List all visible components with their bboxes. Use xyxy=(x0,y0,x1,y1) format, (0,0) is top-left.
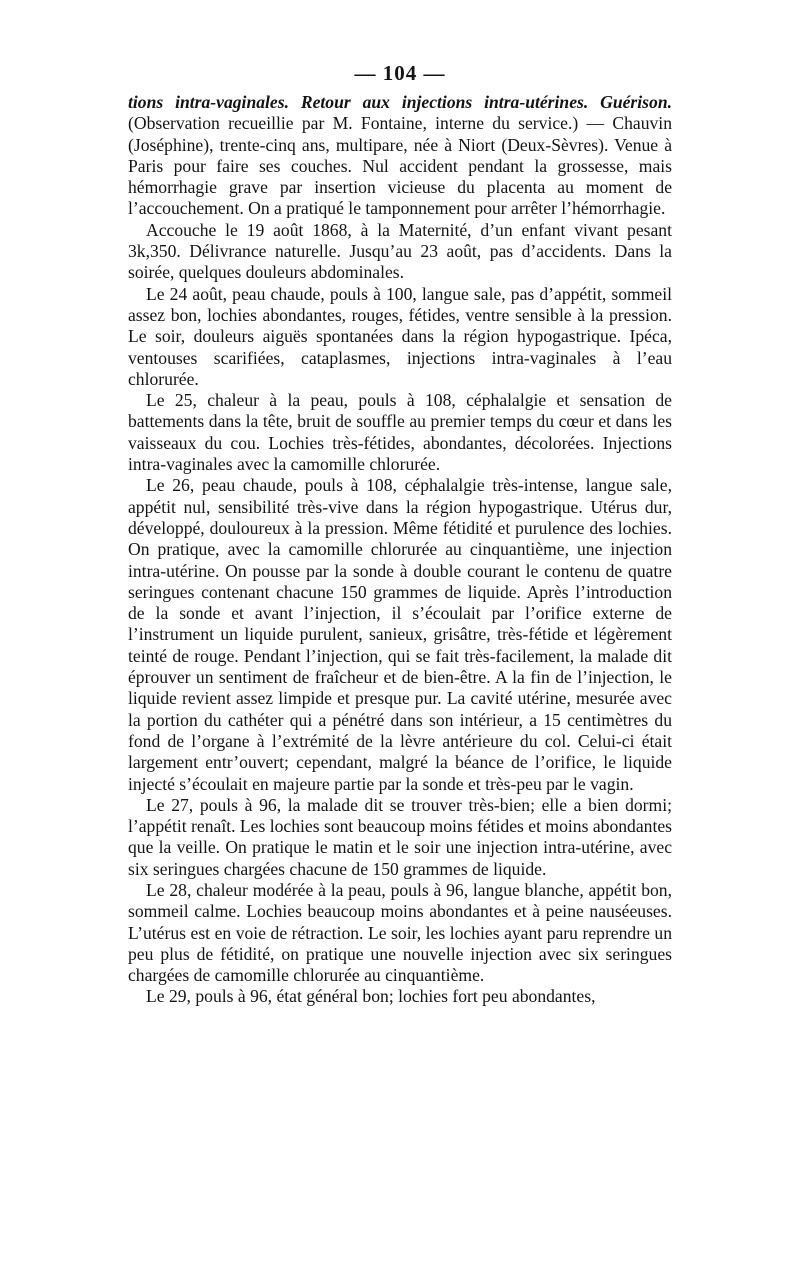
paragraph-august-27: Le 27, pouls à 96, la malade dit se trouver très-bien; elle a bien dormi; l’appétit renaît. Les lochies sont beaucoup moins fétides et moins abondantes que la veille. On pratique le matin et le soir une injection intra-utérine, avec six seringues chargées chacune de 150 grammes de liquide. xyxy=(128,794,672,879)
paragraph-observation-intro xyxy=(128,92,672,220)
paragraph-delivery: Accouche le 19 août 1868, à la Maternité, d’un enfant vivant pesant 3k,350. Délivrance naturelle. Jusqu’au 23 août, pas d’accidents. Dans la soirée, quelques douleurs abdominales. xyxy=(128,219,672,283)
paragraph-august-26: Le 26, peau chaude, pouls à 108, céphalalgie très-intense, langue sale, appétit nul, sensibilité très-vive dans la région hypogastrique. Utérus dur, développé, douloureux à la pression. Même fétidité et purulence des lochies. On pratique, avec la camomille chlorurée au cinquantième, une injection intra-utérine. On pousse par la sonde à double courant le contenu de quatre seringues contenant chacune 150 grammes de liquide. Après l’introduction de la sonde et avant l’injection, il s’écoulait par l’orifice externe de l’instrument un liquide purulent, sanieux, grisâtre, très-fétide et légèrement teinté de rouge. Pendant l’injection, qui se fait très-facilement, la malade dit éprouver un sentiment de fraîcheur et de bien-être. A la fin de l’injection, le liquide revient assez limpide et presque pur. La cavité utérine, mesurée avec la portion du cathéter qui a pénétré dans son intérieur, a 15 centimètres du fond de l’organe à l’extrémité de la lèvre antérieure du col. Celui-ci était largement entr’ouvert; cependant, malgré la béance de l’orifice, le liquide injecté s’écoulait en majeure partie par la sonde et très-peu par le vagin. xyxy=(128,475,672,794)
paragraph-august-28: Le 28, chaleur modérée à la peau, pouls à 96, langue blanche, appétit bon, sommeil calme. Lochies beaucoup moins abondantes et à peine nauséeuses. L’utérus est en voie de rétraction. Le soir, les lochies ayant paru reprendre un peu plus de fétidité, on pratique une nouvelle injection avec six seringues chargées de camomille chlorurée au cinquantième. xyxy=(128,879,672,986)
paragraph-text: (Observation recueillie par M. Fontaine, interne du service.) — Chauvin (Joséphine), trente-cinq ans, multipare, née à Niort (Deux-Sèvres). Venue à Paris pour faire ses couches. Nul accident pendant la grossesse, mais hémorrhagie grave par insertion vicieuse du placenta au moment de l’accouchement. On a pratiqué le tamponnement pour arrêter l’hémorrhagie. xyxy=(128,113,672,219)
paragraph-august-24: Le 24 août, peau chaude, pouls à 100, langue sale, pas d’appétit, sommeil assez bon, lochies abondantes, rouges, fétides, ventre sensible à la pression. Le soir, douleurs aiguës spontanées dans la région hypogastrique. Ipéca, ventouses scarifiées, cataplasmes, injections intra-vaginales à l’eau chlorurée. xyxy=(128,283,672,389)
book-page xyxy=(128,58,672,1008)
paragraph-august-25: Le 25, chaleur à la peau, pouls à 108, céphalalgie et sensation de battements dans la tête, bruit de souffle au premier temps du cœur et dans les vaisseaux du cou. Lochies très-fétides, abondantes, décolorées. Injections intra-vaginales avec la camomille chlorurée. xyxy=(128,390,672,475)
paragraph-august-29: Le 29, pouls à 96, état général bon; lochies fort peu abondantes, xyxy=(146,986,596,1007)
page-number: — 104 — xyxy=(354,61,446,85)
italic-heading-continuation: tions intra-vaginales. Retour aux injections intra-utérines. Guérison. xyxy=(128,92,672,112)
